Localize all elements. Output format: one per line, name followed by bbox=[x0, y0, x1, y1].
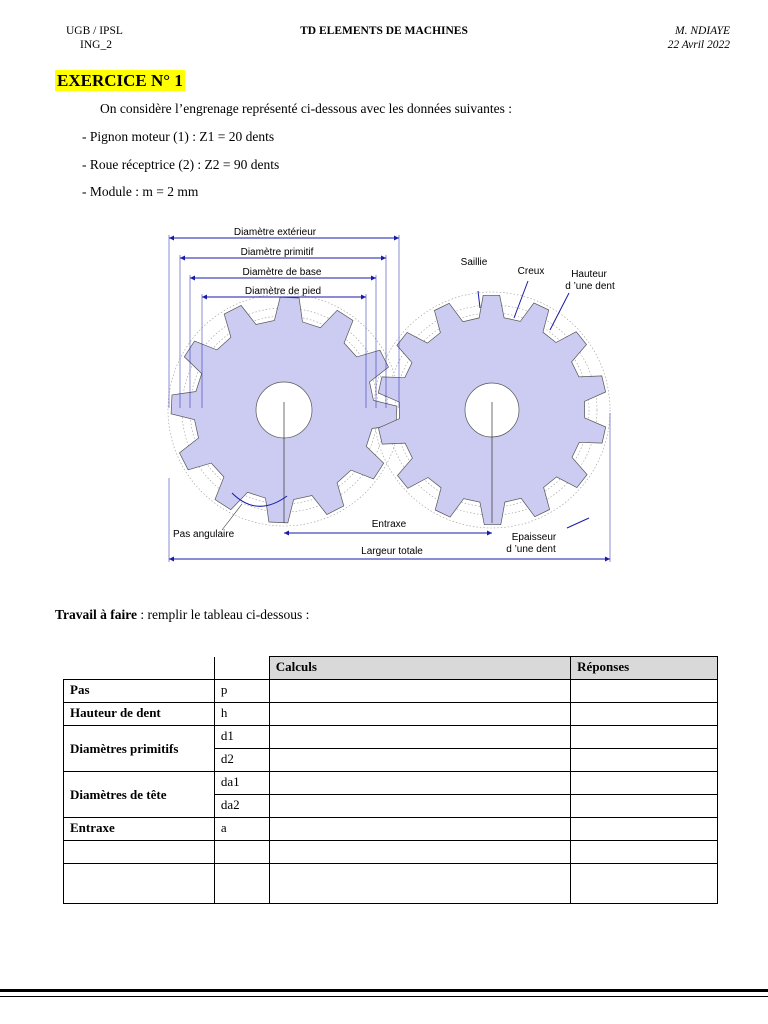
table-header-row bbox=[64, 657, 718, 680]
footer-rule-thin bbox=[0, 996, 768, 997]
label-entraxe: Entraxe bbox=[371, 519, 407, 530]
calc-cell[interactable] bbox=[269, 726, 570, 749]
answer-table bbox=[63, 656, 718, 904]
answer-cell[interactable] bbox=[571, 864, 718, 904]
row-label-hauteur: Hauteur de dent bbox=[64, 703, 215, 726]
calc-cell[interactable] bbox=[269, 703, 570, 726]
task-instruction bbox=[55, 607, 309, 623]
header-school: UGB / IPSL bbox=[66, 25, 123, 37]
label-hauteur: Hauteur bbox=[571, 269, 607, 280]
calc-cell[interactable] bbox=[269, 795, 570, 818]
row-label-tete: Diamètres de tête bbox=[64, 772, 215, 818]
header-class: ING_2 bbox=[80, 39, 112, 51]
empty-cell[interactable] bbox=[64, 841, 215, 864]
table-row-empty bbox=[64, 841, 718, 864]
label-diametre-de-pied: Diamètre de pied bbox=[244, 286, 322, 297]
label-pas-angulaire: Pas angulaire bbox=[173, 529, 235, 540]
answer-cell[interactable] bbox=[571, 841, 718, 864]
header-calculs: Calculs bbox=[269, 657, 570, 680]
empty-corner-cell bbox=[214, 657, 269, 680]
answer-cell[interactable] bbox=[571, 772, 718, 795]
empty-cell[interactable] bbox=[214, 864, 269, 904]
gear-diagram bbox=[162, 218, 628, 566]
answer-cell[interactable] bbox=[571, 703, 718, 726]
row-symbol-da1: da1 bbox=[214, 772, 269, 795]
answer-cell[interactable] bbox=[571, 795, 718, 818]
data-item-pinion: - Pignon moteur (1) : Z1 = 20 dents bbox=[82, 129, 275, 144]
table-row-d1 bbox=[64, 726, 718, 749]
label-diametre-exterieur: Diamètre extérieur bbox=[233, 227, 317, 238]
label-epaisseur: Epaisseur bbox=[511, 532, 557, 543]
answer-cell[interactable] bbox=[571, 726, 718, 749]
header-author: M. NDIAYE bbox=[675, 25, 730, 37]
calc-cell[interactable] bbox=[269, 772, 570, 795]
task-bold: Travail à faire bbox=[55, 607, 137, 622]
row-label-entraxe: Entraxe bbox=[64, 818, 215, 841]
row-symbol-d1: d1 bbox=[214, 726, 269, 749]
table-row-entraxe bbox=[64, 818, 718, 841]
table-row-da1 bbox=[64, 772, 718, 795]
row-symbol-a: a bbox=[214, 818, 269, 841]
row-label-pas: Pas bbox=[64, 680, 215, 703]
data-item-wheel: - Roue réceptrice (2) : Z2 = 90 dents bbox=[82, 157, 280, 172]
label-largeur-totale: Largeur totale bbox=[361, 546, 423, 557]
calc-cell[interactable] bbox=[269, 841, 570, 864]
gear-diagram-svg bbox=[162, 218, 628, 566]
label-saillie: Saillie bbox=[460, 257, 488, 268]
row-symbol-h: h bbox=[214, 703, 269, 726]
task-rest: : remplir le tableau ci-dessous : bbox=[136, 607, 310, 622]
header-title: TD ELEMENTS DE MACHINES bbox=[300, 25, 468, 37]
table-row-pas bbox=[64, 680, 718, 703]
row-label-primitifs: Diamètres primitifs bbox=[64, 726, 215, 772]
header-date: 22 Avril 2022 bbox=[667, 39, 730, 51]
footer-rule-thick bbox=[0, 989, 768, 992]
answer-cell[interactable] bbox=[571, 749, 718, 772]
label-diametre-primitif: Diamètre primitif bbox=[240, 247, 314, 258]
label-epaisseur-line2: d ’une dent bbox=[506, 544, 556, 555]
calc-cell[interactable] bbox=[269, 818, 570, 841]
label-hauteur-line2: d ’une dent bbox=[565, 281, 615, 292]
calc-cell[interactable] bbox=[269, 749, 570, 772]
empty-cell[interactable] bbox=[214, 841, 269, 864]
data-item-module: - Module : m = 2 mm bbox=[82, 184, 199, 199]
label-diametre-de-base: Diamètre de base bbox=[242, 267, 322, 278]
empty-corner-cell bbox=[64, 657, 215, 680]
header-reponses: Réponses bbox=[571, 657, 718, 680]
calc-cell[interactable] bbox=[269, 864, 570, 904]
exercise-title: EXERCICE N° 1 bbox=[57, 71, 183, 90]
calc-cell[interactable] bbox=[269, 680, 570, 703]
table-row-empty bbox=[64, 864, 718, 904]
header-right bbox=[668, 24, 730, 52]
answer-cell[interactable] bbox=[571, 680, 718, 703]
answer-cell[interactable] bbox=[571, 818, 718, 841]
table-row-hauteur bbox=[64, 703, 718, 726]
row-symbol-da2: da2 bbox=[214, 795, 269, 818]
row-symbol-d2: d2 bbox=[214, 749, 269, 772]
intro-text: On considère l’engrenage représenté ci-dessous avec les données suivantes : bbox=[100, 101, 512, 116]
empty-cell[interactable] bbox=[64, 864, 215, 904]
label-creux: Creux bbox=[517, 266, 545, 277]
row-symbol-p: p bbox=[214, 680, 269, 703]
